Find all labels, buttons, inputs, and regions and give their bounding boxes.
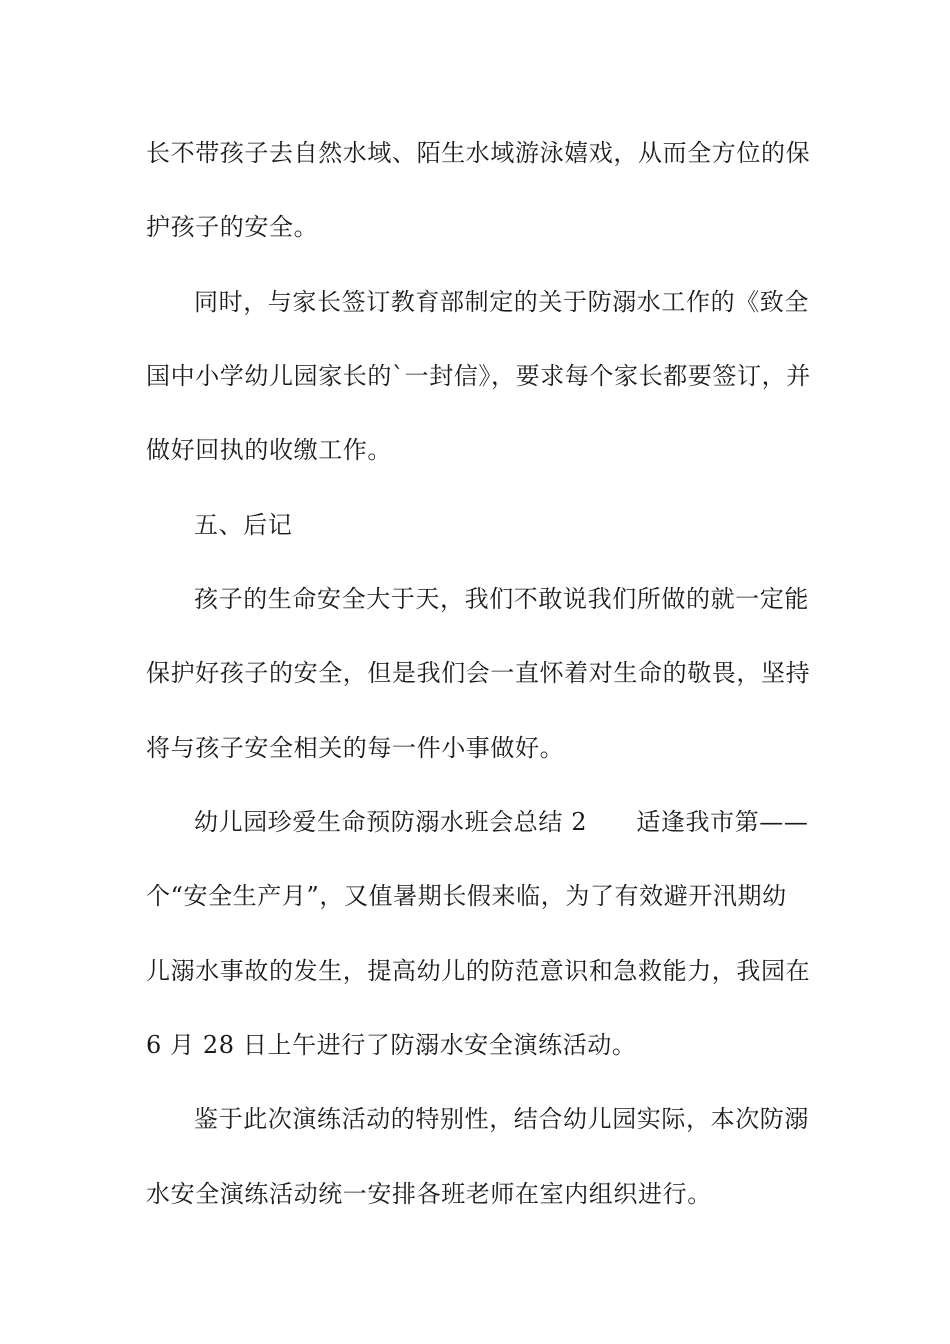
paragraph-start: 鉴于此次演练活动的特别性，结合幼儿园实际，本次防溺	[194, 1105, 809, 1133]
text-line: 长不带孩子去自然水域、陌生水域游泳嬉戏，从而全方位的保	[146, 139, 811, 167]
text-line: 保护好孩子的安全，但是我们会一直怀着对生命的敬畏，坚持	[146, 659, 811, 687]
text-line: 护孩子的安全。	[146, 213, 319, 241]
text-line: 个“安全生产月”，又值暑期长假来临，为了有效避开汛期幼	[146, 882, 787, 910]
paragraph-start: 同时，与家长签订教育部制定的关于防溺水工作的《致全	[194, 288, 809, 316]
text-line: 儿溺水事故的发生，提高幼儿的防范意识和急救能力，我园在	[146, 957, 811, 985]
paragraph-start: 幼儿园珍爱生命预防溺水班会总结 2 适逢我市第——	[194, 808, 809, 836]
text-line: 将与孩子安全相关的每一件小事做好。	[146, 734, 565, 762]
text-line: 6 月 28 日上午进行了防溺水安全演练活动。	[146, 1031, 637, 1059]
text-line: 水安全演练活动统一安排各班老师在室内组织进行。	[146, 1180, 712, 1208]
section-heading: 五、后记	[194, 511, 293, 539]
text-line: 做好回执的收缴工作。	[146, 436, 392, 464]
paragraph-start: 孩子的生命安全大于天，我们不敢说我们所做的就一定能	[194, 585, 809, 613]
text-line: 国中小学幼儿园家长的`一封信》，要求每个家长都要签订，并	[146, 362, 811, 390]
